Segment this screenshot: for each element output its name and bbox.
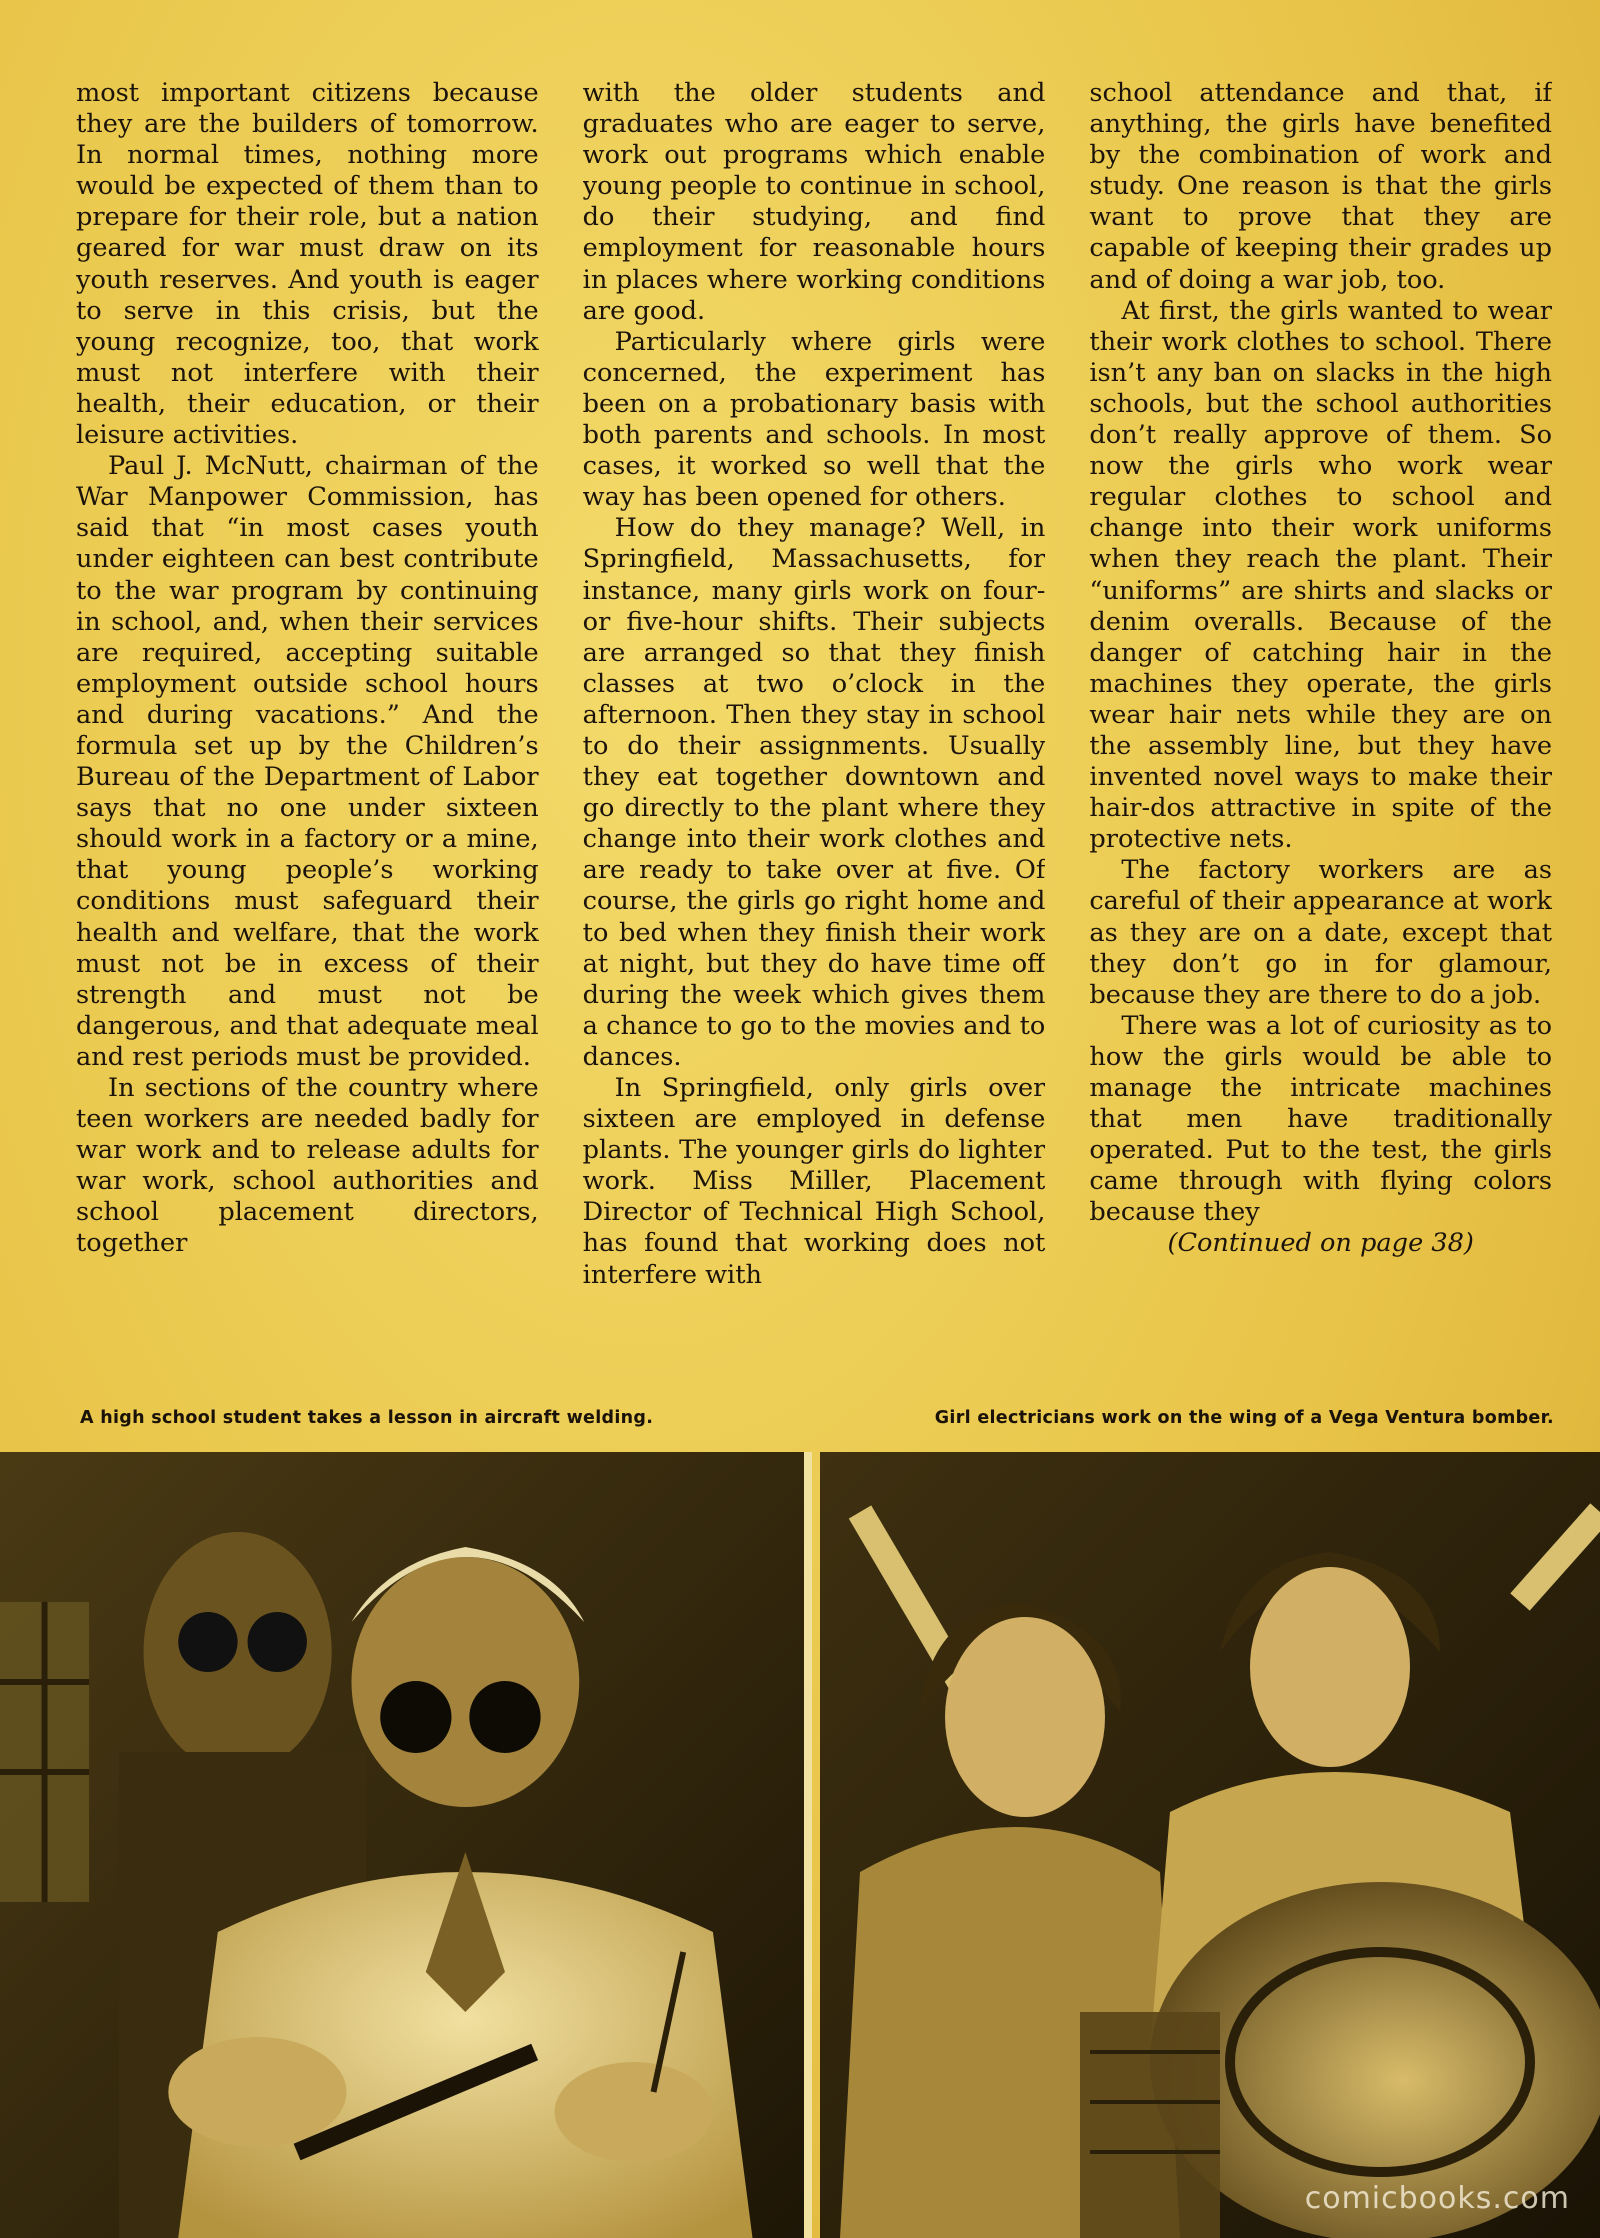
article-column-3 [1089,78,1552,1378]
electricians-photo-illustration [820,1452,1600,2238]
article-body [76,78,1552,1378]
paragraph: school attendance and that, if anything, the girls have benefited by the combination of work and study. One reason is that the girls want to prove that they are capable of keeping their grades up and of doing a war job, too. [1089,78,1553,295]
photo-caption-left: A high school student takes a lesson in aircraft welding. [80,1408,654,1428]
paragraph: In sections of the country where teen workers are needed badly for war work and to release adults for war work, school authorities and school placement directors, together [76,1073,539,1259]
site-watermark: comicbooks.com [1304,2181,1570,2216]
paragraph: most important citizens because they are the builders of tomorrow. In normal times, nothing more would be expected of them than to prepare for their role, but a nation geared for war must draw on its youth reserves. And youth is eager to serve in this crisis, but the young recognize, too, that work must not interfere with their health, their education, or their leisure activities. [76,78,539,451]
welding-photo-illustration [0,1452,804,2238]
paragraph: Paul J. McNutt, chairman of the War Manpower Commission, has said that “in most cases youth under eighteen can best contribute to the war program by continuing in school, and, when their services are required, accepting suitable employment outside school hours and during vacations.” And the formula set up by the Children’s Bureau of the Department of Labor says that no one under sixteen should work in a factory or a mine, that young people’s working conditions must safeguard their health and welfare, that the work must not be in excess of their strength and must not be dangerous, and that adequate meal and rest periods must be provided. [76,451,539,1072]
paragraph: Particularly where girls were concerned, the experiment has been on a probationary basis with both parents and schools. In most cases, it worked so well that the way has been opened for others. [582,326,1046,513]
paragraph: How do they manage? Well, in Springfield, Massachusetts, for instance, many girls work on four- or five-hour shifts. Their subjects are arranged so that they finish classes at two o’clock in the afternoon. Then they stay in school to do their assignments. Usually they eat together downtown and go directly to the plant where they change into their work clothes and are ready to take over at five. Of course, the girls go right home and to bed when they finish their work at night, but they do have time off during the week which gives them a chance to go to the movies and to dances. [582,513,1046,1072]
photo-caption-right: Girl electricians work on the wing of a Vega Ventura bomber. [934,1408,1554,1428]
continued-notice: (Continued on page 38) [1167,1228,1474,1259]
paragraph: The factory workers are as careful of their appearance at work as they are on a date, except that they don’t go in for glamour, because they are there to do a job. [1089,855,1553,1010]
paragraph: with the older students and graduates who are eager to serve, work out programs which enable young people to continue in school, do their studying, and find employment for reasonable hours in places where working conditions are good. [582,78,1046,326]
electricians-photo [820,1452,1600,2238]
article-column-2 [583,78,1046,1378]
welding-lesson-photo [0,1452,812,2238]
article-column-1 [76,78,539,1378]
paragraph: At first, the girls wanted to wear their work clothes to school. There isn’t any ban on slacks in the high schools, but the school authorities don’t really approve of them. So now the girls who work wear regular clothes to school and change into their work uniforms when they reach the plant. Their “uniforms” are shirts and slacks or denim overalls. Because of the danger of catching hair in the machines they operate, the girls wear hair nets while they are on the assembly line, but they have invented novel ways to make their hair-dos attractive in spite of the protective nets. [1089,295,1553,855]
paragraph: In Springfield, only girls over sixteen are employed in defense plants. The younger girls do lighter work. Miss Miller, Placement Director of Technical High School, has found that working does not interfere with [582,1073,1046,1290]
paragraph: There was a lot of curiosity as to how the girls would be able to manage the intricate machines that men have traditionally operated. Put to the test, the girls came through with flying colors because they [1089,1010,1553,1228]
